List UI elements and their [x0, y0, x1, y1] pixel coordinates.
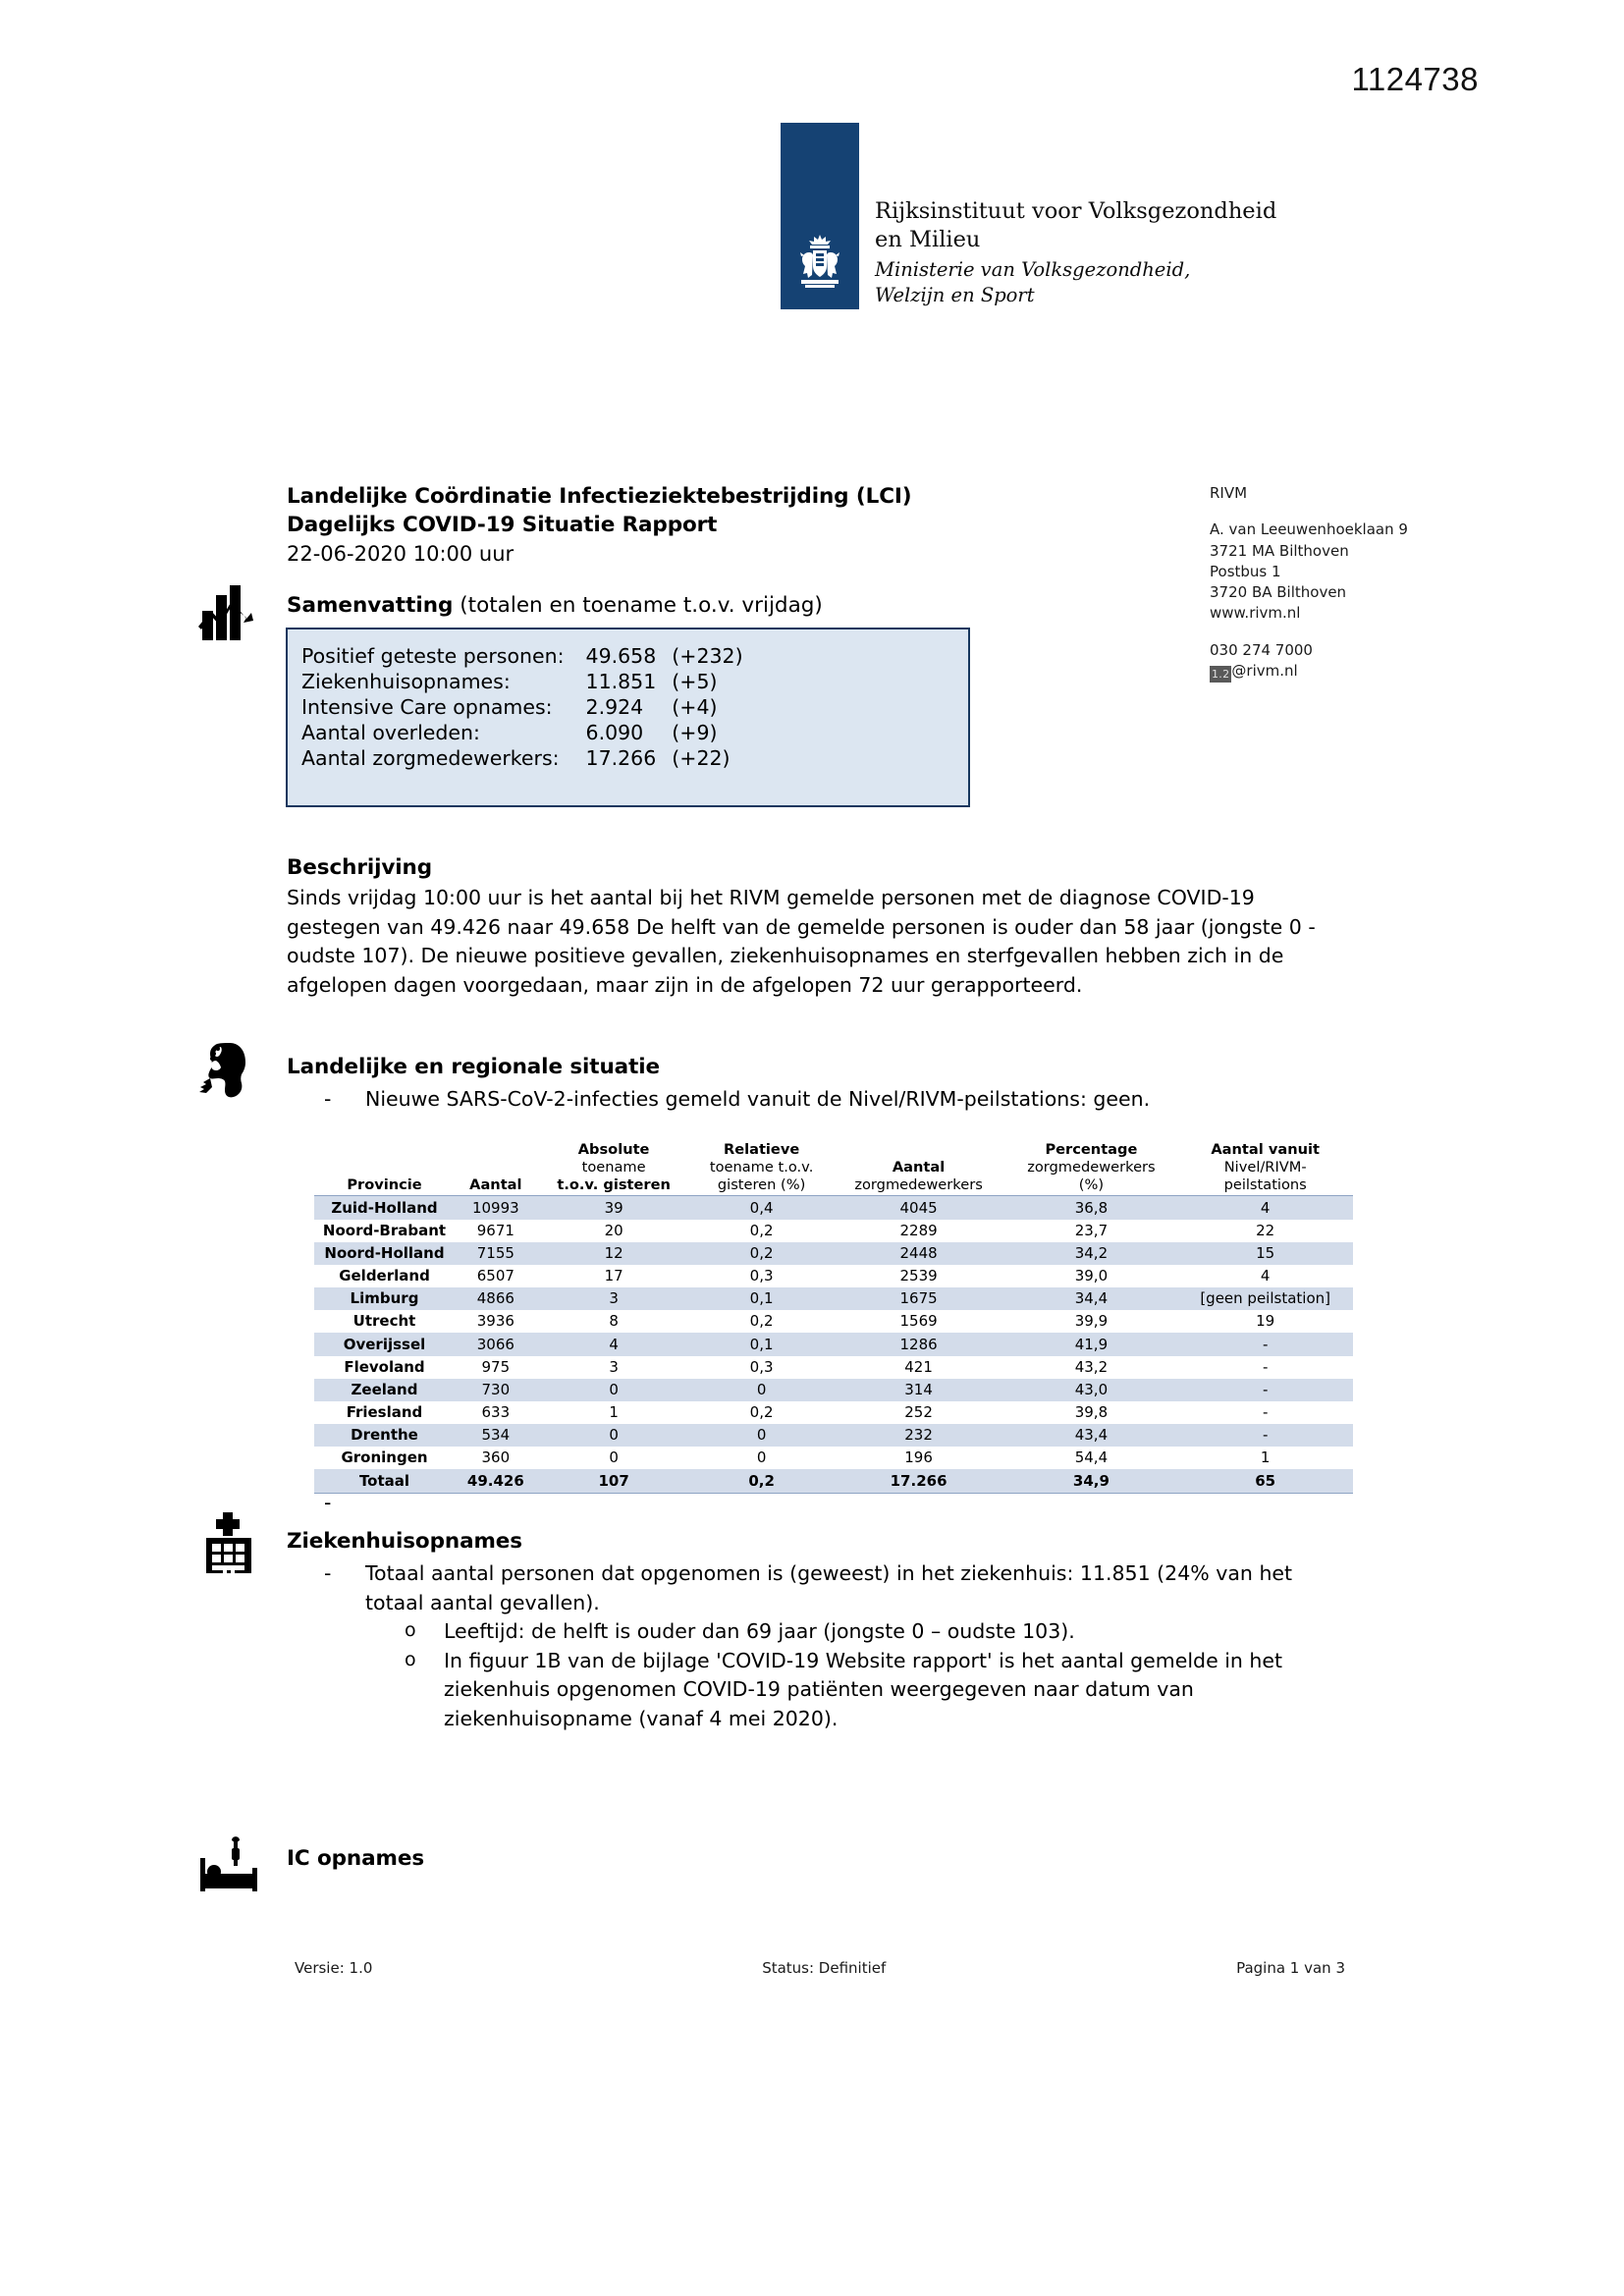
- address-postbus-city: 3720 BA Bilthoven: [1210, 583, 1347, 602]
- col-rel-l1: Relatieve: [723, 1141, 800, 1158]
- cell-provincie: Overijssel: [343, 1335, 426, 1353]
- cell-peilstations: 65: [1177, 1469, 1353, 1493]
- zh-bullet-1: [324, 1559, 1357, 1617]
- cell-provincie: Limburg: [350, 1289, 419, 1308]
- cell-rel-toename: 0,2: [749, 1312, 774, 1331]
- cell-abs-toename: 4: [609, 1335, 619, 1353]
- hospital-building-icon: [192, 1506, 265, 1579]
- address-postal-city: 3721 MA Bilthoven: [1210, 541, 1349, 560]
- table-row: [314, 1333, 1353, 1355]
- samenvatting-subtitle: (totalen en toename t.o.v. vrijdag): [460, 593, 823, 618]
- logo-line-4: Welzijn en Sport: [875, 283, 1035, 306]
- cell-rel-toename: 0,1: [749, 1335, 774, 1353]
- cell-aantal: 6507: [476, 1267, 514, 1285]
- cell-aantal: 360: [481, 1449, 511, 1467]
- cell-zorgmedewerkers: 17.266: [833, 1469, 1005, 1493]
- cell-provincie: Friesland: [346, 1403, 423, 1422]
- cell-zorgmedewerkers: 2539: [899, 1267, 938, 1285]
- beschrijving-paragraph: Sinds vrijdag 10:00 uur is het aantal bij het RIVM gemelde personen met de diagnose COVID-19 gestegen van 49.426 naar 49.658 De helft van de gemelde personen is ouder dan 58 jaar (jongste 0 - oudste 107). De nieuwe positieve gevallen, ziekenhuisopnames en sterfgevallen hebben zich in de afgelopen dagen voorgedaan, maar zijn in de afgelopen 72 uur gerapporteerd.: [287, 886, 1316, 997]
- cell-abs-toename: 12: [604, 1243, 623, 1262]
- cell-peilstations: 19: [1256, 1312, 1275, 1331]
- cell-abs-toename: 20: [604, 1221, 623, 1239]
- email-domain: @rivm.nl: [1231, 662, 1298, 681]
- cell-zorgmedewerkers: 232: [904, 1426, 933, 1445]
- report-title-line-2: Dagelijks COVID-19 Situatie Rapport: [287, 512, 718, 537]
- cell-zorgmedewerkers: 2448: [899, 1243, 938, 1262]
- netherlands-map-icon: [192, 1037, 265, 1110]
- col-pct-l3: (%): [1078, 1175, 1105, 1193]
- cell-rel-toename: 0,2: [749, 1243, 774, 1262]
- summary-label: Intensive Care opnames:: [301, 695, 553, 719]
- cell-peilstations: 4: [1260, 1267, 1271, 1285]
- cell-peilstations: 1: [1260, 1449, 1271, 1467]
- samenvatting-heading: [287, 593, 823, 618]
- hospital-bed-iv-icon: [192, 1829, 265, 1901]
- cell-zorgmedewerkers: 1286: [899, 1335, 938, 1353]
- col-pct-l2: zorgmedewerkers: [1027, 1158, 1156, 1175]
- table-row: [314, 1196, 1353, 1220]
- cell-abs-toename: 0: [609, 1380, 619, 1398]
- email-redaction-box: 1.2: [1212, 668, 1230, 682]
- cell-provincie: Flevoland: [344, 1357, 425, 1376]
- col-pct-l1: Percentage: [1045, 1141, 1138, 1158]
- zh-subbullet-2: [405, 1647, 1357, 1734]
- cell-pct-zorg: 39,0: [1074, 1267, 1109, 1285]
- cell-zorgmedewerkers: 252: [904, 1403, 933, 1422]
- summary-value: 49.658: [585, 644, 657, 668]
- table-row: [314, 1356, 1353, 1379]
- cell-rel-toename: 0,3: [749, 1357, 774, 1376]
- cell-rel-toename: 0,2: [691, 1469, 833, 1493]
- address-phone: 030 274 7000: [1210, 640, 1313, 659]
- summary-row: [301, 694, 743, 720]
- col-rel-l2: toename t.o.v.: [709, 1158, 814, 1175]
- col-provincie: [314, 1141, 455, 1196]
- table-row: [314, 1379, 1353, 1401]
- summary-label: Positief geteste personen:: [301, 644, 565, 668]
- cell-abs-toename: 3: [609, 1357, 619, 1376]
- summary-delta: (+4): [672, 695, 718, 719]
- cell-abs-toename: 0: [609, 1426, 619, 1445]
- cell-provincie: Noord-Holland: [324, 1243, 445, 1262]
- cell-zorgmedewerkers: 421: [904, 1357, 933, 1376]
- table-row: [314, 1310, 1353, 1333]
- landelijke-bullet-text: Nieuwe SARS-CoV-2-infecties gemeld vanuit de Nivel/RIVM-peilstations: geen.: [365, 1087, 1151, 1111]
- col-zorg-l2: zorgmedewerkers: [854, 1175, 983, 1193]
- table-row: [314, 1424, 1353, 1447]
- bullet-circle: o: [405, 1619, 416, 1642]
- col-rel-l3: gisteren (%): [717, 1175, 806, 1193]
- report-title-line-1: Landelijke Coördinatie Infectieziektebestrijding (LCI): [287, 484, 912, 509]
- cell-pct-zorg: 39,9: [1074, 1312, 1109, 1331]
- summary-delta: (+22): [672, 746, 731, 770]
- col-peil-l2: Nivel/RIVM-: [1223, 1158, 1307, 1175]
- logo-line-2: en Milieu: [875, 227, 981, 253]
- document-number: 1124738: [1351, 61, 1479, 97]
- cell-rel-toename: 0,4: [691, 1196, 833, 1220]
- table-body: [314, 1196, 1353, 1493]
- cell-abs-toename: 8: [609, 1312, 619, 1331]
- footer-status: Status: Definitief: [762, 1959, 887, 1977]
- zh-subbullet-1: [405, 1617, 1357, 1647]
- address-email: [1210, 661, 1504, 683]
- table-head: [314, 1141, 1353, 1196]
- col-aantal-label: Aantal: [469, 1175, 522, 1193]
- cell-aantal: 10993: [455, 1196, 537, 1220]
- province-statistics-table: [314, 1141, 1353, 1494]
- summary-label: Aantal zorgmedewerkers:: [301, 746, 560, 770]
- col-aantal-peilstations: [1177, 1141, 1353, 1196]
- table-total-row: [314, 1469, 1353, 1493]
- summary-box: [286, 628, 970, 807]
- logo-line-3: Ministerie van Volksgezondheid,: [875, 258, 1191, 282]
- rivm-logo: [781, 123, 1276, 309]
- cell-peilstations: 15: [1256, 1243, 1275, 1262]
- summary-row: [301, 669, 743, 694]
- table-row: [314, 1242, 1353, 1265]
- logo-text-block: [875, 197, 1276, 309]
- zh-bullet-1-text: Totaal aantal personen dat opgenomen is (geweest) in het ziekenhuis: 11.851 (24% van het totaal aantal gevallen).: [365, 1561, 1293, 1614]
- cell-provincie: Noord-Brabant: [322, 1221, 447, 1239]
- page-footer: [295, 1959, 1345, 1977]
- bullet-dash: -: [324, 1087, 332, 1111]
- summary-delta: (+5): [672, 670, 718, 693]
- cell-pct-zorg: 54,4: [1074, 1449, 1109, 1467]
- cell-peilstations: 4: [1177, 1196, 1353, 1220]
- summary-value: 2.924: [585, 695, 644, 719]
- samenvatting-title: Samenvatting: [287, 593, 454, 618]
- summary-value: 6.090: [585, 721, 644, 744]
- report-datetime: 22-06-2020 10:00 uur: [287, 542, 514, 567]
- summary-delta: (+9): [672, 721, 718, 744]
- logo-line-1: Rijksinstituut voor Volksgezondheid: [875, 197, 1277, 224]
- cell-abs-toename: 107: [537, 1469, 691, 1493]
- cell-pct-zorg: 41,9: [1074, 1335, 1109, 1353]
- orphan-dash-marker: -: [324, 1491, 332, 1514]
- cell-aantal: 3066: [476, 1335, 514, 1353]
- cell-aantal: 3936: [476, 1312, 514, 1331]
- cell-zorgmedewerkers: 2289: [899, 1221, 938, 1239]
- cell-rel-toename: 0: [756, 1426, 767, 1445]
- rivm-address-block: [1210, 483, 1504, 683]
- cell-provincie: Groningen: [341, 1449, 428, 1467]
- cell-abs-toename: 1: [609, 1403, 619, 1422]
- cell-aantal: 534: [481, 1426, 511, 1445]
- col-absolute-toename: [537, 1141, 691, 1196]
- cell-peilstations: -: [1262, 1380, 1269, 1398]
- summary-label: Ziekenhuisopnames:: [301, 670, 511, 693]
- col-peil-l3: peilstations: [1223, 1175, 1307, 1193]
- cell-peilstations: -: [1262, 1335, 1269, 1353]
- summary-value: 11.851: [585, 670, 657, 693]
- cell-pct-zorg: 36,8: [1005, 1196, 1178, 1220]
- cell-abs-toename: 0: [609, 1449, 619, 1467]
- cell-peilstations: -: [1262, 1403, 1269, 1422]
- cell-peilstations: -: [1262, 1357, 1269, 1376]
- summary-row: [301, 643, 743, 669]
- address-street: A. van Leeuwenhoeklaan 9: [1210, 520, 1408, 539]
- landelijke-situatie-heading: Landelijke en regionale situatie: [287, 1055, 661, 1079]
- address-spacer-2: [1210, 625, 1504, 640]
- ic-opnames-heading: IC opnames: [287, 1846, 425, 1871]
- summary-delta: (+232): [672, 644, 743, 668]
- cell-peilstations: 22: [1256, 1221, 1275, 1239]
- zh-subbullet-2-text: In figuur 1B van de bijlage 'COVID-19 Website rapport' is het aantal gemelde in het ziekenhuis opgenomen COVID-19 patiënten weergegeven naar datum van ziekenhuisopname (vanaf 4 mei 2020).: [444, 1648, 1283, 1730]
- col-abs-l2: toename: [581, 1158, 646, 1175]
- address-website[interactable]: www.rivm.nl: [1210, 604, 1301, 623]
- address-postbus: Postbus 1: [1210, 562, 1281, 580]
- cell-aantal: 975: [481, 1357, 511, 1376]
- cell-aantal: 7155: [476, 1243, 514, 1262]
- cell-provincie: Gelderland: [339, 1267, 430, 1285]
- cell-zorgmedewerkers: 1675: [899, 1289, 938, 1308]
- cell-provincie: Zuid-Holland: [314, 1196, 455, 1220]
- cell-aantal: 49.426: [455, 1469, 537, 1493]
- report-title-block: [287, 483, 1033, 569]
- cell-rel-toename: 0,3: [749, 1267, 774, 1285]
- ziekenhuisopnames-bullets: [287, 1559, 1357, 1733]
- cell-rel-toename: 0: [756, 1380, 767, 1398]
- table-row: [314, 1265, 1353, 1287]
- zh-subbullet-1-text: Leeftijd: de helft is ouder dan 69 jaar (jongste 0 – oudste 103).: [444, 1619, 1075, 1644]
- cell-zorgmedewerkers: 4045: [833, 1196, 1005, 1220]
- table-row: [314, 1447, 1353, 1469]
- cell-zorgmedewerkers: 314: [904, 1380, 933, 1398]
- dutch-coat-of-arms-icon: [791, 233, 848, 296]
- cell-abs-toename: 39: [537, 1196, 691, 1220]
- cell-provincie: Totaal: [314, 1469, 455, 1493]
- cell-peilstations: [geen peilstation]: [1200, 1289, 1330, 1308]
- cell-pct-zorg: 43,4: [1074, 1426, 1109, 1445]
- bullet-dash: -: [324, 1561, 332, 1585]
- col-zorg-l1: Aantal: [892, 1158, 946, 1175]
- cell-abs-toename: 17: [604, 1267, 623, 1285]
- cell-aantal: 9671: [476, 1221, 514, 1239]
- cell-zorgmedewerkers: 1569: [899, 1312, 938, 1331]
- summary-label: Aantal overleden:: [301, 721, 480, 744]
- cell-rel-toename: 0,2: [749, 1221, 774, 1239]
- beschrijving-heading: Beschrijving: [287, 855, 433, 880]
- cell-pct-zorg: 39,8: [1074, 1403, 1109, 1422]
- cell-pct-zorg: 43,2: [1074, 1357, 1109, 1376]
- col-peil-l1: Aantal vanuit: [1211, 1141, 1320, 1158]
- col-relatieve-toename: [691, 1141, 833, 1196]
- cell-pct-zorg: 34,9: [1005, 1469, 1178, 1493]
- col-provincie-label: Provincie: [347, 1175, 422, 1193]
- cell-rel-toename: 0,1: [749, 1289, 774, 1308]
- cell-provincie: Zeeland: [351, 1380, 418, 1398]
- address-spacer: [1210, 504, 1504, 519]
- cell-rel-toename: 0: [756, 1449, 767, 1467]
- cell-aantal: 633: [481, 1403, 511, 1422]
- col-abs-l3: t.o.v. gisteren: [557, 1175, 671, 1193]
- address-org: RIVM: [1210, 484, 1248, 502]
- cell-pct-zorg: 34,2: [1074, 1243, 1109, 1262]
- summary-row: [301, 745, 743, 771]
- bar-chart-trend-icon: [192, 575, 265, 648]
- cell-pct-zorg: 23,7: [1074, 1221, 1109, 1239]
- col-percentage-zorgmedewerkers: [1005, 1141, 1178, 1196]
- summary-value: 17.266: [585, 746, 657, 770]
- ziekenhuisopnames-heading: Ziekenhuisopnames: [287, 1529, 522, 1554]
- logo-blue-bar: [781, 123, 859, 309]
- cell-pct-zorg: 34,4: [1074, 1289, 1109, 1308]
- col-aantal-zorgmedewerkers: [833, 1141, 1005, 1196]
- cell-provincie: Utrecht: [352, 1312, 416, 1331]
- table-row: [314, 1401, 1353, 1424]
- table-row: [314, 1220, 1353, 1242]
- cell-pct-zorg: 43,0: [1074, 1380, 1109, 1398]
- col-aantal: [455, 1141, 537, 1196]
- footer-versie: Versie: 1.0: [295, 1959, 373, 1977]
- summary-table: [301, 643, 743, 771]
- table-header-row: [314, 1141, 1353, 1196]
- footer-pagina: Pagina 1 van 3: [1236, 1959, 1345, 1977]
- cell-peilstations: -: [1262, 1426, 1269, 1445]
- cell-aantal: 730: [481, 1380, 511, 1398]
- cell-aantal: 4866: [476, 1289, 514, 1308]
- summary-row: [301, 720, 743, 745]
- bullet-circle: o: [405, 1648, 416, 1670]
- landelijke-bullet-item: [324, 1085, 1355, 1115]
- cell-provincie: Drenthe: [351, 1426, 418, 1445]
- cell-zorgmedewerkers: 196: [904, 1449, 933, 1467]
- cell-abs-toename: 3: [609, 1289, 619, 1308]
- cell-rel-toename: 0,2: [749, 1403, 774, 1422]
- table-row: [314, 1287, 1353, 1310]
- col-abs-l1: Absolute: [577, 1141, 650, 1158]
